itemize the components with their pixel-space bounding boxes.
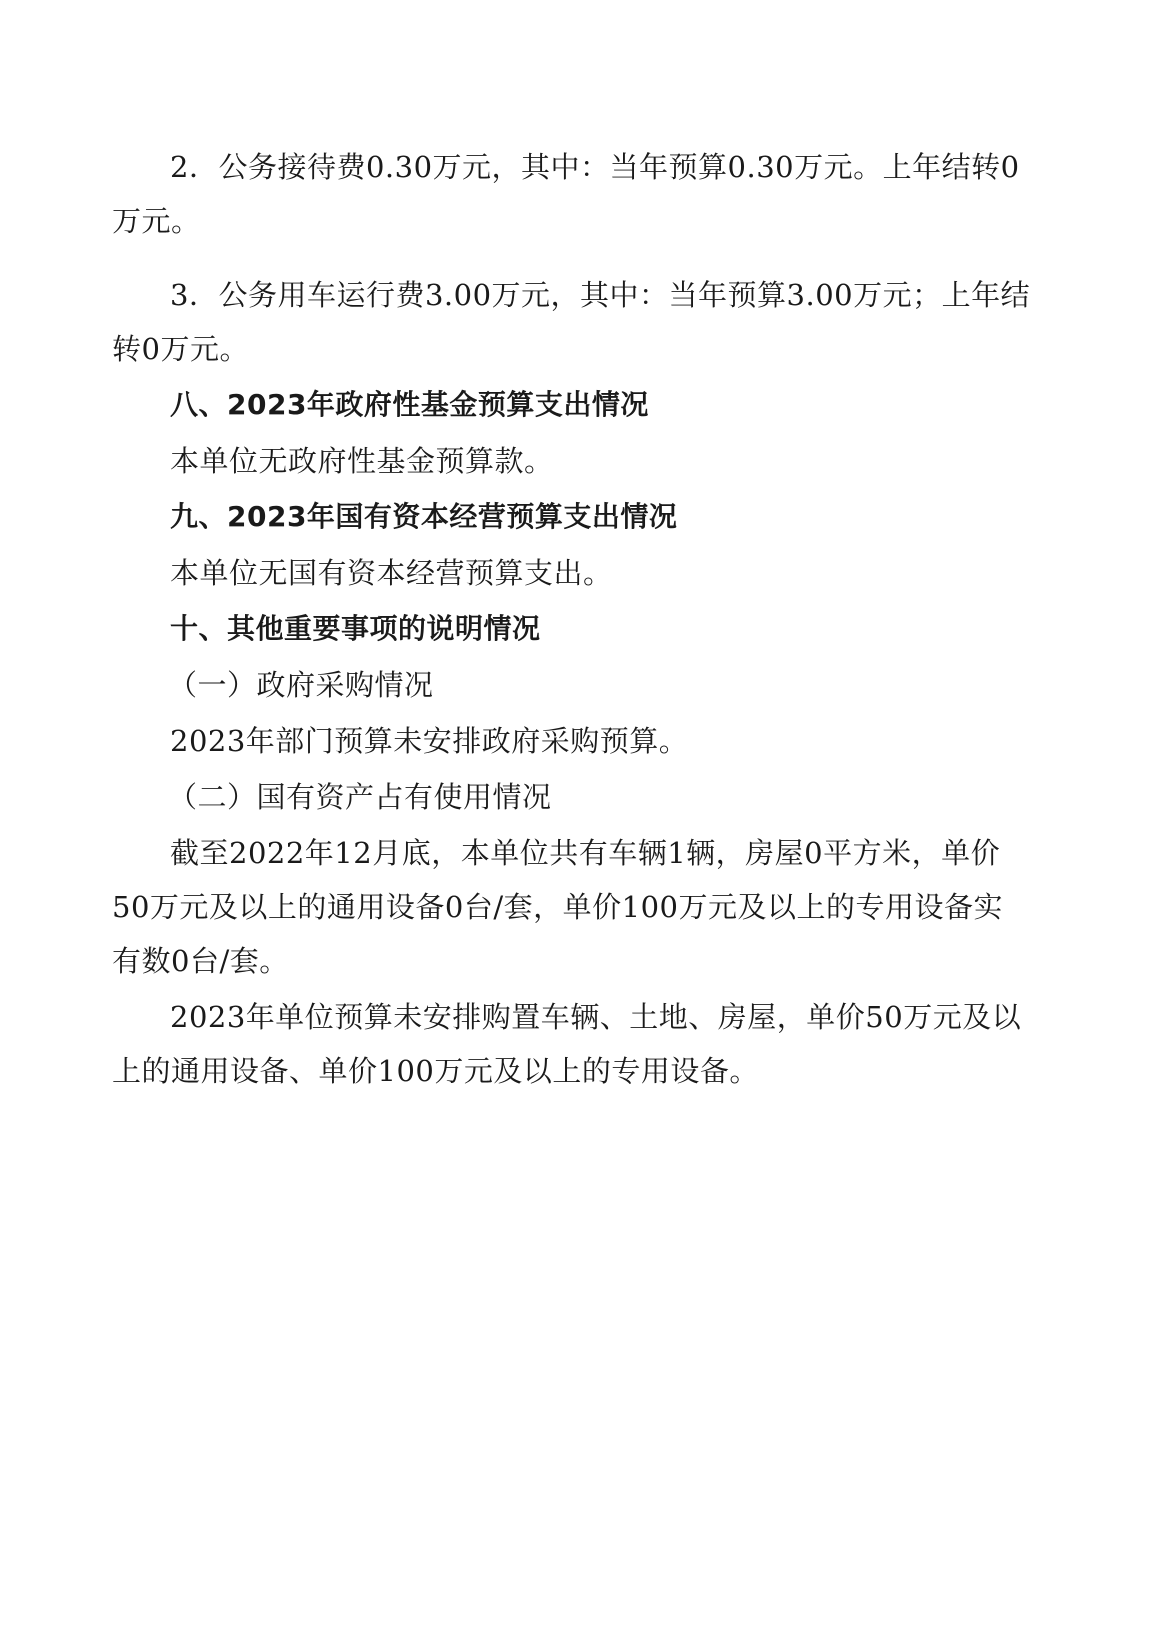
document-body xyxy=(112,140,1032,1118)
section-heading-other-matters: 十、其他重要事项的说明情况 xyxy=(170,612,541,645)
paragraph-government-procurement: 2023年部门预算未安排政府采购预算。 xyxy=(170,724,689,758)
section-heading-state-capital: 九、2023年国有资本经营预算支出情况 xyxy=(170,500,678,533)
subheading-state-assets: （二）国有资产占有使用情况 xyxy=(168,780,552,814)
paragraph-reception-expense: 2．公务接待费0.30万元，其中：当年预算0.30万元。上年结转0万元。 xyxy=(112,150,1020,238)
section-heading-government-fund: 八、2023年政府性基金预算支出情况 xyxy=(170,388,649,421)
subheading-government-procurement: （一）政府采购情况 xyxy=(168,668,434,702)
paragraph-asset-purchase-budget: 2023年单位预算未安排购置车辆、土地、房屋，单价50万元及以上的通用设备、单价100万元及以上的专用设备。 xyxy=(112,1000,1022,1088)
paragraph-state-assets: 截至2022年12月底，本单位共有车辆1辆，房屋0平方米，单价50万元及以上的通用设备0台/套，单价100万元及以上的专用设备实有数0台/套。 xyxy=(112,836,1003,978)
paragraph-vehicle-expense: 3．公务用车运行费3.00万元，其中：当年预算3.00万元；上年结转0万元。 xyxy=(112,278,1031,366)
paragraph-government-fund: 本单位无政府性基金预算款。 xyxy=(170,444,554,478)
paragraph-state-capital: 本单位无国有资本经营预算支出。 xyxy=(170,556,613,590)
